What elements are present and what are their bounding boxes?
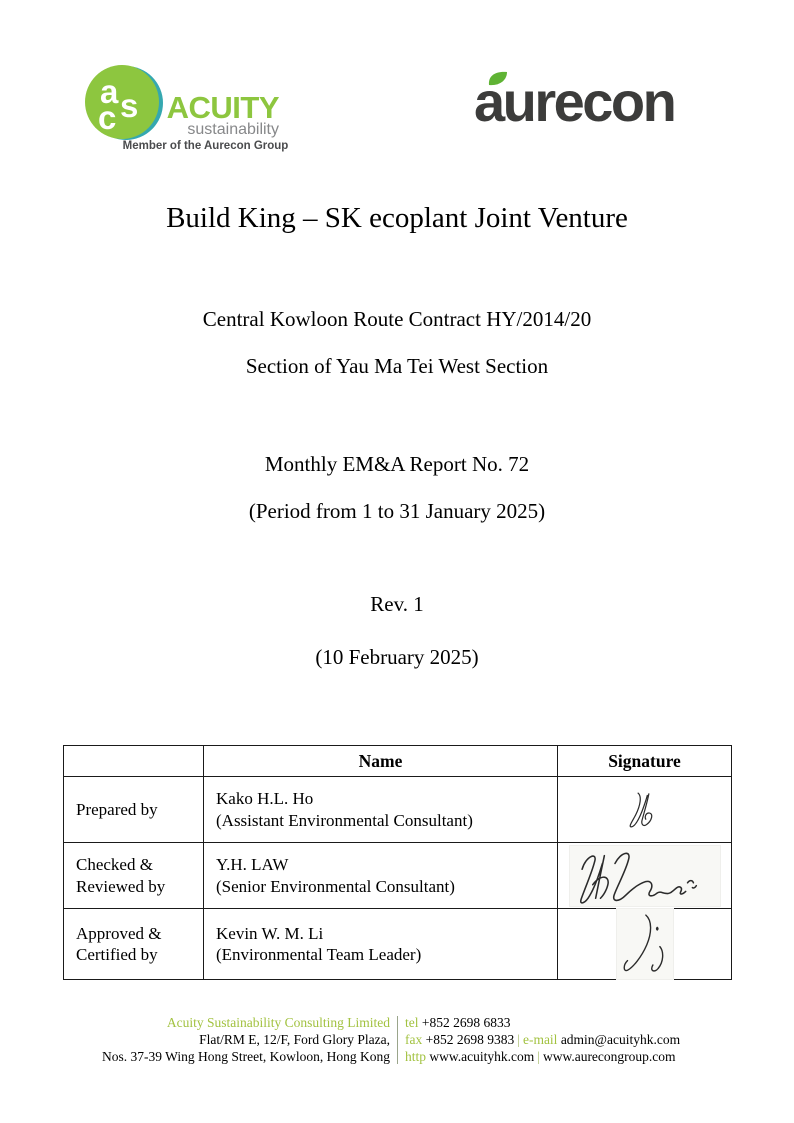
acuity-member-line: Member of the Aurecon Group (122, 140, 289, 152)
signature-law-icon (570, 846, 720, 906)
table-row (64, 843, 732, 909)
separator: | (537, 1049, 540, 1064)
signature-header-cell: Signature (558, 746, 732, 777)
svg-text:a: a (100, 73, 119, 110)
fax-value: +852 2698 9383 (425, 1032, 515, 1047)
aurecon-wordmark: aurecon (474, 70, 675, 133)
person-name: Kako H.L. Ho (216, 789, 314, 809)
web2-value: www.aurecongroup.com (542, 1049, 676, 1064)
prepared-by-signature-cell (558, 777, 732, 843)
role-approved-certified-by: Approved & Certified by (64, 909, 204, 980)
acuity-tagline: sustainability (187, 121, 279, 138)
contract-title: Central Kowloon Route Contract HY/2014/20 (202, 307, 592, 331)
table-header-row (64, 746, 732, 777)
revision-number: Rev. 1 (370, 592, 424, 616)
checked-by-signature-cell (558, 843, 732, 909)
footer-contact-block (405, 1014, 765, 1065)
person-title: (Senior Environmental Consultant) (216, 876, 455, 896)
report-period: (Period from 1 to 31 January 2025) (248, 499, 546, 523)
http-label: http (405, 1049, 427, 1064)
checked-by-name-cell (204, 843, 558, 909)
table-row (64, 777, 732, 843)
section-title: Section of Yau Ma Tei West Section (245, 354, 549, 378)
footer-web-line (405, 1048, 765, 1065)
person-title: (Environmental Team Leader) (216, 945, 422, 964)
acuity-logo (85, 65, 295, 155)
footer-tel-line (405, 1014, 765, 1031)
email-label: e-mail (522, 1032, 558, 1047)
fax-label: fax (405, 1032, 423, 1047)
role-header-cell (64, 746, 204, 777)
footer-address-line1: Flat/RM E, 12/F, Ford Glory Plaza, (199, 1032, 390, 1047)
signature-li-icon (617, 909, 673, 979)
joint-venture-title: Build King – SK ecoplant Joint Venture (166, 202, 628, 234)
footer-company-name: Acuity Sustainability Consulting Limited (166, 1015, 390, 1030)
report-title: Monthly EM&A Report No. 72 (264, 452, 530, 476)
table-row (64, 909, 732, 980)
acuity-wordmark: ACUITY (166, 90, 279, 125)
signatory-table (63, 745, 732, 980)
tel-label: tel (405, 1015, 419, 1030)
role-checked-reviewed-by: Checked & Reviewed by (64, 843, 204, 909)
name-header-cell: Name (204, 746, 558, 777)
footer-address-line2: Nos. 37-39 Wing Hong Street, Kowloon, Hong Kong (102, 1049, 390, 1064)
separator: | (517, 1032, 520, 1047)
approved-by-name-cell (204, 909, 558, 980)
svg-text:c: c (98, 99, 117, 136)
approved-by-signature-cell (558, 909, 732, 980)
email-value: admin@acuityhk.com (560, 1032, 681, 1047)
svg-text:s: s (120, 87, 139, 124)
revision-date: (10 February 2025) (315, 645, 479, 669)
footer-fax-email-line (405, 1031, 765, 1048)
person-name: Y.H. LAW (216, 855, 289, 875)
prepared-by-name-cell (204, 777, 558, 843)
person-name: Kevin W. M. Li (216, 923, 324, 943)
acuity-monogram-icon (85, 65, 159, 139)
role-prepared-by: Prepared by (64, 777, 204, 843)
person-title: (Assistant Environmental Consultant) (216, 810, 473, 830)
footer-address-block (50, 1014, 390, 1065)
signature-ho-icon (622, 783, 668, 837)
web1-value: www.acuityhk.com (429, 1049, 535, 1064)
tel-value: +852 2698 6833 (421, 1015, 511, 1030)
aurecon-logo (474, 70, 724, 140)
footer-divider (397, 1016, 398, 1064)
